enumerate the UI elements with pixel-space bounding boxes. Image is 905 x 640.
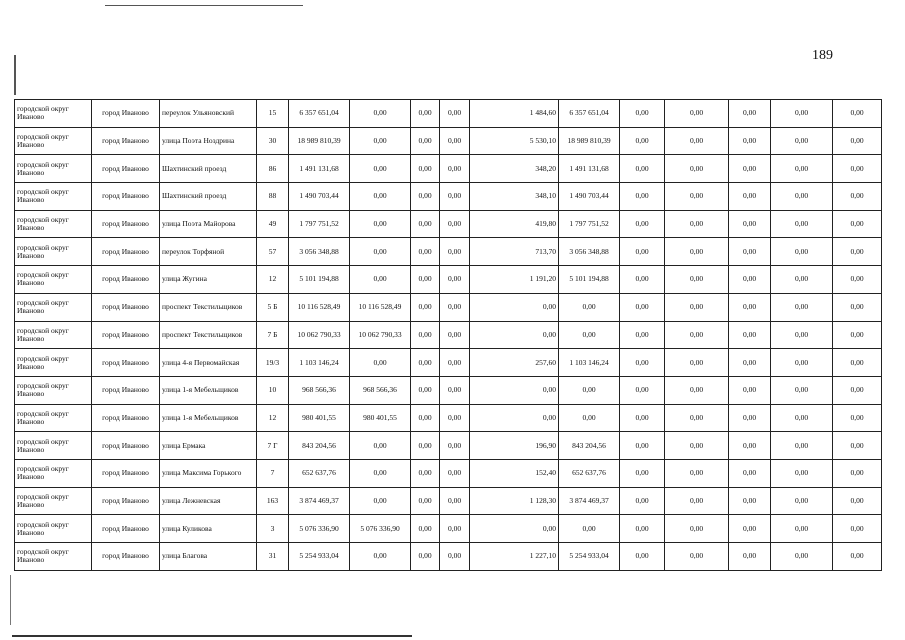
col-7-cell: 0,00 [411,210,440,238]
col-14-cell: 0,00 [771,487,833,515]
col-8-cell: 0,00 [440,515,470,543]
fund-cost-cell: 0,00 [350,210,411,238]
street-cell: улица Ермака [160,432,257,460]
area-cell: 348,20 [470,155,559,183]
col-12-cell: 0,00 [665,238,729,266]
col-7-cell: 0,00 [411,376,440,404]
street-cell: улица 1-я Мебельщиков [160,376,257,404]
col-12-cell: 0,00 [665,100,729,128]
fund-cost-cell: 0,00 [350,487,411,515]
col-14-cell: 0,00 [771,238,833,266]
col-12-cell: 0,00 [665,515,729,543]
house-number-cell: 5 Б [257,293,289,321]
col-13-cell: 0,00 [729,515,771,543]
municipality-cell: городской округ Иваново [15,266,92,294]
municipality-cell: городской округ Иваново [15,238,92,266]
col-15-cell: 0,00 [833,515,882,543]
col-14-cell: 0,00 [771,459,833,487]
street-cell: улица Благова [160,543,257,571]
work-cost-cell: 652 637,76 [559,459,620,487]
col-11-cell: 0,00 [620,321,665,349]
area-cell: 196,90 [470,432,559,460]
house-number-cell: 10 [257,376,289,404]
municipality-cell: городской округ Иваново [15,487,92,515]
col-8-cell: 0,00 [440,543,470,571]
settlement-cell: город Иваново [92,321,160,349]
col-11-cell: 0,00 [620,543,665,571]
house-number-cell: 57 [257,238,289,266]
col-7-cell: 0,00 [411,100,440,128]
work-cost-cell: 1 491 131,68 [559,155,620,183]
col-14-cell: 0,00 [771,293,833,321]
col-15-cell: 0,00 [833,266,882,294]
street-cell: проспект Текстильщиков [160,321,257,349]
col-8-cell: 0,00 [440,266,470,294]
col-11-cell: 0,00 [620,432,665,460]
settlement-cell: город Иваново [92,404,160,432]
house-number-cell: 88 [257,183,289,211]
col-13-cell: 0,00 [729,349,771,377]
area-cell: 419,80 [470,210,559,238]
col-11-cell: 0,00 [620,100,665,128]
area-cell: 1 227,10 [470,543,559,571]
municipality-cell: городской округ Иваново [15,210,92,238]
col-15-cell: 0,00 [833,210,882,238]
col-15-cell: 0,00 [833,349,882,377]
street-cell: проспект Текстильщиков [160,293,257,321]
col-13-cell: 0,00 [729,183,771,211]
settlement-cell: город Иваново [92,459,160,487]
total-cost-cell: 18 989 810,39 [289,127,350,155]
col-7-cell: 0,00 [411,404,440,432]
area-cell: 0,00 [470,404,559,432]
area-cell: 152,40 [470,459,559,487]
work-cost-cell: 3 056 348,88 [559,238,620,266]
fund-cost-cell: 980 401,55 [350,404,411,432]
table-row [15,210,882,238]
house-number-cell: 3 [257,515,289,543]
table-row [15,183,882,211]
municipality-cell: городской округ Иваново [15,459,92,487]
settlement-cell: город Иваново [92,155,160,183]
col-14-cell: 0,00 [771,321,833,349]
total-cost-cell: 1 103 146,24 [289,349,350,377]
total-cost-cell: 5 101 194,88 [289,266,350,294]
municipality-cell: городской округ Иваново [15,432,92,460]
col-12-cell: 0,00 [665,376,729,404]
col-13-cell: 0,00 [729,293,771,321]
col-11-cell: 0,00 [620,404,665,432]
col-11-cell: 0,00 [620,349,665,377]
area-cell: 1 128,30 [470,487,559,515]
col-8-cell: 0,00 [440,100,470,128]
fund-cost-cell: 10 062 790,33 [350,321,411,349]
scan-artifact-left-mark-lower [10,575,11,625]
col-8-cell: 0,00 [440,459,470,487]
col-7-cell: 0,00 [411,487,440,515]
col-7-cell: 0,00 [411,543,440,571]
municipality-cell: городской округ Иваново [15,515,92,543]
municipality-cell: городской округ Иваново [15,543,92,571]
area-cell: 0,00 [470,376,559,404]
col-14-cell: 0,00 [771,404,833,432]
col-11-cell: 0,00 [620,238,665,266]
col-11-cell: 0,00 [620,487,665,515]
col-7-cell: 0,00 [411,293,440,321]
col-15-cell: 0,00 [833,487,882,515]
street-cell: улица Жугина [160,266,257,294]
col-8-cell: 0,00 [440,321,470,349]
area-cell: 0,00 [470,515,559,543]
total-cost-cell: 5 076 336,90 [289,515,350,543]
col-14-cell: 0,00 [771,183,833,211]
fund-cost-cell: 0,00 [350,238,411,266]
col-12-cell: 0,00 [665,155,729,183]
col-12-cell: 0,00 [665,404,729,432]
col-15-cell: 0,00 [833,321,882,349]
col-15-cell: 0,00 [833,404,882,432]
settlement-cell: город Иваново [92,432,160,460]
settlement-cell: город Иваново [92,266,160,294]
street-cell: улица Поэта Ноздрина [160,127,257,155]
house-number-cell: 31 [257,543,289,571]
street-cell: улица Куликова [160,515,257,543]
col-12-cell: 0,00 [665,293,729,321]
col-13-cell: 0,00 [729,127,771,155]
col-7-cell: 0,00 [411,349,440,377]
house-number-cell: 12 [257,404,289,432]
col-13-cell: 0,00 [729,459,771,487]
municipality-cell: городской округ Иваново [15,349,92,377]
col-11-cell: 0,00 [620,183,665,211]
settlement-cell: город Иваново [92,349,160,377]
col-8-cell: 0,00 [440,404,470,432]
area-cell: 1 191,20 [470,266,559,294]
settlement-cell: город Иваново [92,515,160,543]
col-8-cell: 0,00 [440,487,470,515]
municipality-cell: городской округ Иваново [15,376,92,404]
page-number: 189 [812,48,833,63]
table-row [15,238,882,266]
street-cell: улица Лежневская [160,487,257,515]
settlement-cell: город Иваново [92,293,160,321]
col-12-cell: 0,00 [665,432,729,460]
col-11-cell: 0,00 [620,515,665,543]
col-11-cell: 0,00 [620,459,665,487]
municipality-cell: городской округ Иваново [15,321,92,349]
work-cost-cell: 0,00 [559,404,620,432]
col-8-cell: 0,00 [440,155,470,183]
col-7-cell: 0,00 [411,183,440,211]
col-7-cell: 0,00 [411,515,440,543]
col-7-cell: 0,00 [411,127,440,155]
work-cost-cell: 1 103 146,24 [559,349,620,377]
col-15-cell: 0,00 [833,127,882,155]
col-15-cell: 0,00 [833,100,882,128]
fund-cost-cell: 10 116 528,49 [350,293,411,321]
table-row [15,376,882,404]
work-cost-cell: 3 874 469,37 [559,487,620,515]
settlement-cell: город Иваново [92,376,160,404]
col-13-cell: 0,00 [729,543,771,571]
street-cell: улица Поэта Майорова [160,210,257,238]
fund-cost-cell: 0,00 [350,183,411,211]
house-number-cell: 12 [257,266,289,294]
area-cell: 348,10 [470,183,559,211]
col-15-cell: 0,00 [833,543,882,571]
total-cost-cell: 3 874 469,37 [289,487,350,515]
total-cost-cell: 652 637,76 [289,459,350,487]
col-11-cell: 0,00 [620,127,665,155]
work-cost-cell: 5 101 194,88 [559,266,620,294]
col-8-cell: 0,00 [440,210,470,238]
table-row [15,155,882,183]
work-cost-cell: 0,00 [559,293,620,321]
fund-cost-cell: 0,00 [350,266,411,294]
col-12-cell: 0,00 [665,127,729,155]
total-cost-cell: 980 401,55 [289,404,350,432]
fund-cost-cell: 0,00 [350,127,411,155]
total-cost-cell: 10 062 790,33 [289,321,350,349]
scan-artifact-bottom-line [12,635,412,637]
table-body [15,100,882,571]
total-cost-cell: 843 204,56 [289,432,350,460]
house-number-cell: 7 Г [257,432,289,460]
col-13-cell: 0,00 [729,266,771,294]
area-cell: 1 484,60 [470,100,559,128]
street-cell: переулок Ульяновский [160,100,257,128]
scan-artifact-top-line [105,5,303,6]
col-14-cell: 0,00 [771,376,833,404]
col-8-cell: 0,00 [440,376,470,404]
col-13-cell: 0,00 [729,404,771,432]
col-7-cell: 0,00 [411,238,440,266]
total-cost-cell: 968 566,36 [289,376,350,404]
fund-cost-cell: 968 566,36 [350,376,411,404]
col-7-cell: 0,00 [411,459,440,487]
col-12-cell: 0,00 [665,487,729,515]
house-number-cell: 49 [257,210,289,238]
house-number-cell: 7 Б [257,321,289,349]
fund-cost-cell: 0,00 [350,432,411,460]
area-cell: 0,00 [470,321,559,349]
total-cost-cell: 3 056 348,88 [289,238,350,266]
table-row [15,293,882,321]
table-row [15,321,882,349]
col-14-cell: 0,00 [771,432,833,460]
col-12-cell: 0,00 [665,210,729,238]
col-15-cell: 0,00 [833,155,882,183]
work-cost-cell: 1 797 751,52 [559,210,620,238]
house-number-cell: 86 [257,155,289,183]
house-number-cell: 19/3 [257,349,289,377]
fund-cost-cell: 5 076 336,90 [350,515,411,543]
col-14-cell: 0,00 [771,515,833,543]
house-number-cell: 7 [257,459,289,487]
housing-repair-table [14,99,882,571]
col-15-cell: 0,00 [833,183,882,211]
municipality-cell: городской округ Иваново [15,155,92,183]
col-14-cell: 0,00 [771,349,833,377]
scan-artifact-left-mark [14,55,16,95]
area-cell: 0,00 [470,293,559,321]
col-13-cell: 0,00 [729,238,771,266]
col-11-cell: 0,00 [620,293,665,321]
street-cell: Шахтинский проезд [160,183,257,211]
work-cost-cell: 1 490 703,44 [559,183,620,211]
col-13-cell: 0,00 [729,210,771,238]
work-cost-cell: 6 357 651,04 [559,100,620,128]
settlement-cell: город Иваново [92,127,160,155]
col-8-cell: 0,00 [440,293,470,321]
total-cost-cell: 1 490 703,44 [289,183,350,211]
table-row [15,266,882,294]
total-cost-cell: 1 797 751,52 [289,210,350,238]
settlement-cell: город Иваново [92,100,160,128]
work-cost-cell: 0,00 [559,321,620,349]
settlement-cell: город Иваново [92,543,160,571]
street-cell: улица Максима Горького [160,459,257,487]
settlement-cell: город Иваново [92,210,160,238]
col-14-cell: 0,00 [771,266,833,294]
work-cost-cell: 843 204,56 [559,432,620,460]
col-12-cell: 0,00 [665,183,729,211]
fund-cost-cell: 0,00 [350,543,411,571]
street-cell: улица 1-я Мебельщиков [160,404,257,432]
municipality-cell: городской округ Иваново [15,183,92,211]
col-14-cell: 0,00 [771,155,833,183]
col-15-cell: 0,00 [833,376,882,404]
table-row [15,459,882,487]
area-cell: 257,60 [470,349,559,377]
fund-cost-cell: 0,00 [350,155,411,183]
work-cost-cell: 0,00 [559,515,620,543]
total-cost-cell: 6 357 651,04 [289,100,350,128]
col-12-cell: 0,00 [665,543,729,571]
table-row [15,487,882,515]
col-12-cell: 0,00 [665,266,729,294]
col-8-cell: 0,00 [440,127,470,155]
municipality-cell: городской округ Иваново [15,100,92,128]
municipality-cell: городской округ Иваново [15,293,92,321]
settlement-cell: город Иваново [92,183,160,211]
house-number-cell: 15 [257,100,289,128]
street-cell: Шахтинский проезд [160,155,257,183]
col-12-cell: 0,00 [665,459,729,487]
col-7-cell: 0,00 [411,432,440,460]
street-cell: переулок Торфяной [160,238,257,266]
house-number-cell: 30 [257,127,289,155]
col-14-cell: 0,00 [771,210,833,238]
table-row [15,404,882,432]
col-14-cell: 0,00 [771,100,833,128]
fund-cost-cell: 0,00 [350,349,411,377]
col-11-cell: 0,00 [620,376,665,404]
col-13-cell: 0,00 [729,432,771,460]
col-11-cell: 0,00 [620,155,665,183]
col-11-cell: 0,00 [620,266,665,294]
col-7-cell: 0,00 [411,266,440,294]
street-cell: улица 4-я Первомайская [160,349,257,377]
col-14-cell: 0,00 [771,127,833,155]
area-cell: 5 530,10 [470,127,559,155]
table-row [15,432,882,460]
table-row [15,349,882,377]
total-cost-cell: 1 491 131,68 [289,155,350,183]
settlement-cell: город Иваново [92,487,160,515]
table-row [15,127,882,155]
col-11-cell: 0,00 [620,210,665,238]
total-cost-cell: 10 116 528,49 [289,293,350,321]
work-cost-cell: 5 254 933,04 [559,543,620,571]
col-13-cell: 0,00 [729,321,771,349]
area-cell: 713,70 [470,238,559,266]
municipality-cell: городской округ Иваново [15,404,92,432]
col-14-cell: 0,00 [771,543,833,571]
municipality-cell: городской округ Иваново [15,127,92,155]
col-8-cell: 0,00 [440,432,470,460]
settlement-cell: город Иваново [92,238,160,266]
col-8-cell: 0,00 [440,183,470,211]
work-cost-cell: 18 989 810,39 [559,127,620,155]
col-15-cell: 0,00 [833,238,882,266]
col-15-cell: 0,00 [833,293,882,321]
col-7-cell: 0,00 [411,321,440,349]
col-13-cell: 0,00 [729,155,771,183]
table-row [15,543,882,571]
col-15-cell: 0,00 [833,459,882,487]
total-cost-cell: 5 254 933,04 [289,543,350,571]
col-12-cell: 0,00 [665,321,729,349]
col-15-cell: 0,00 [833,432,882,460]
table-row [15,100,882,128]
fund-cost-cell: 0,00 [350,100,411,128]
work-cost-cell: 0,00 [559,376,620,404]
col-7-cell: 0,00 [411,155,440,183]
fund-cost-cell: 0,00 [350,459,411,487]
col-13-cell: 0,00 [729,487,771,515]
col-8-cell: 0,00 [440,238,470,266]
table-row [15,515,882,543]
col-12-cell: 0,00 [665,349,729,377]
col-13-cell: 0,00 [729,376,771,404]
col-13-cell: 0,00 [729,100,771,128]
col-8-cell: 0,00 [440,349,470,377]
house-number-cell: 163 [257,487,289,515]
